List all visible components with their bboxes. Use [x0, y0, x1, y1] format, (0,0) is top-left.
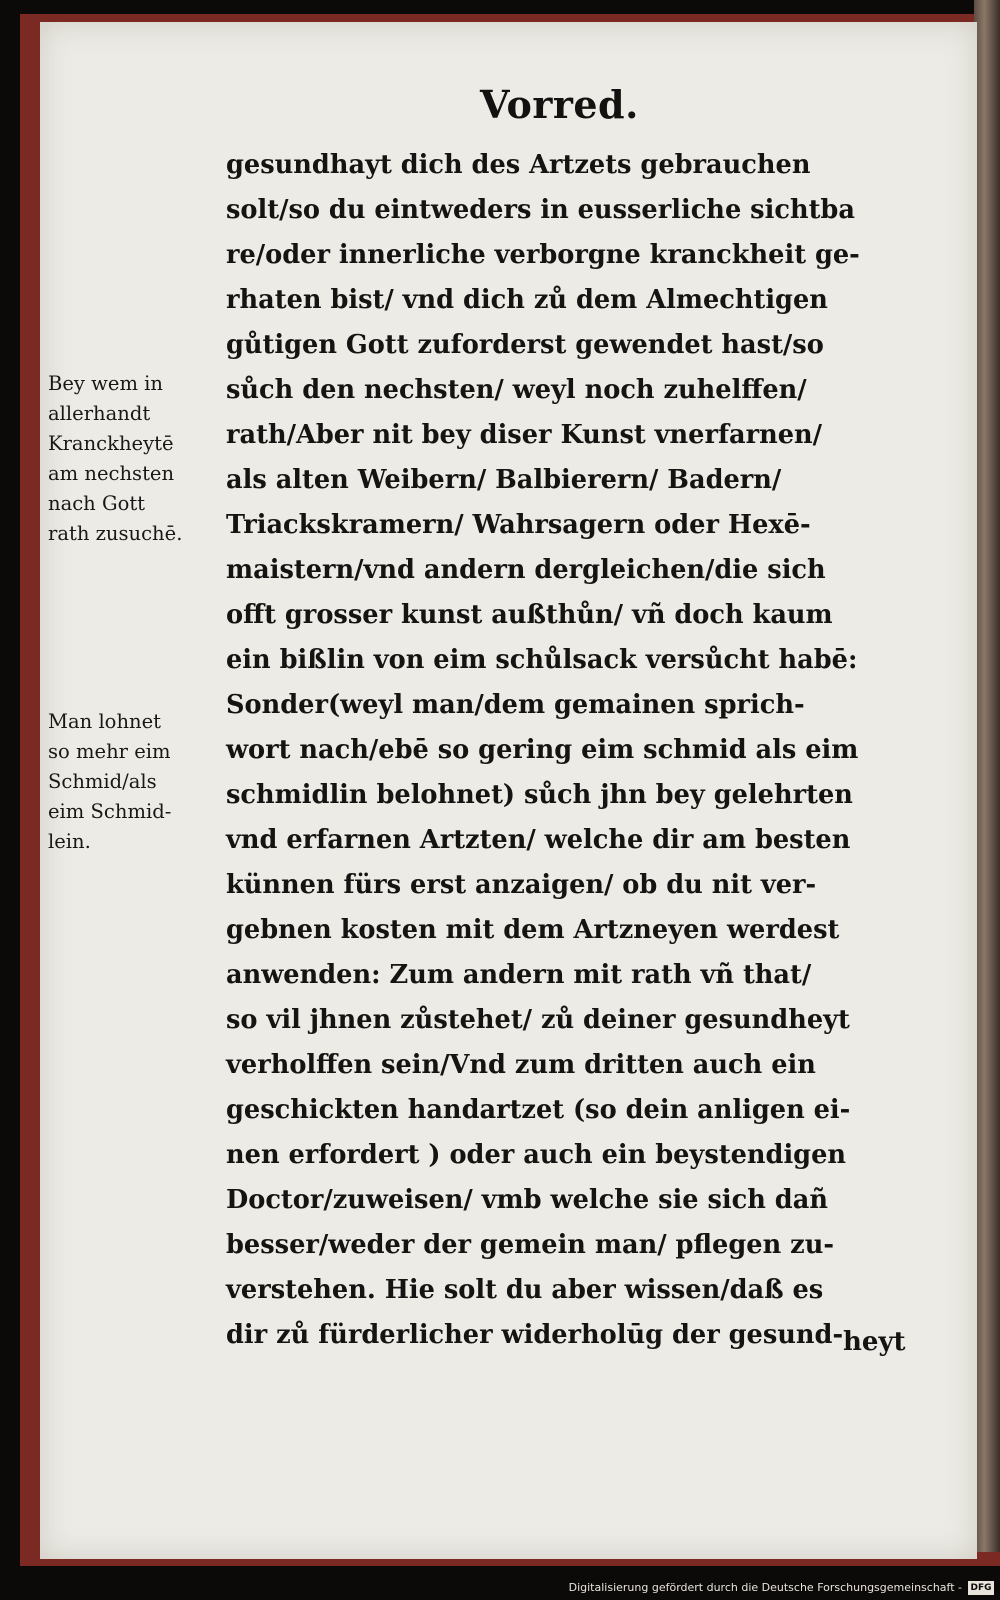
text-line: gebnen kosten mit dem Artzneyen werdest — [226, 915, 840, 945]
catchword: heyt — [843, 1327, 906, 1357]
text-line: als alten Weibern/ Balbierern/ Badern/ — [226, 465, 782, 495]
marginal-line: lein. — [48, 829, 91, 853]
marginal-line: am nechsten — [48, 461, 175, 485]
text-line: verstehen. Hie solt du aber wissen/daß es — [226, 1275, 824, 1305]
marginal-line: Bey wem in — [48, 371, 164, 395]
marginal-line: rath zusuchē. — [48, 521, 183, 545]
text-line: vnd erfarnen Artzten/ welche dir am besten — [226, 825, 851, 855]
text-line: gůtigen Gott zuforderst gewendet hast/so — [226, 330, 824, 360]
text-line: sůch den nechsten/ weyl noch zuhelffen/ — [226, 375, 807, 405]
text-line: so vil jhnen zůstehet/ zů deiner gesundheyt — [226, 1005, 850, 1035]
marginal-line: Kranckheytē — [48, 431, 174, 455]
marginal-note-smith — [48, 706, 220, 856]
text-line: ein bißlin von eim schůlsack versůcht habē: — [226, 645, 858, 675]
marginal-line: Schmid/als — [48, 769, 157, 793]
text-line: rath/Aber nit bey diser Kunst vnerfarnen/ — [226, 420, 823, 450]
text-line: schmidlin belohnet) sůch jhn bey gelehrten — [226, 780, 853, 810]
text-line: dir zů fürderlicher widerholūg der gesund- — [226, 1320, 844, 1350]
text-line: Sonder(weyl man/dem gemainen sprich- — [226, 690, 805, 720]
text-line: Doctor/zuweisen/ vmb welche sie sich dañ — [226, 1185, 828, 1215]
text-line: künnen fürs erst anzaigen/ ob du nit ver- — [226, 870, 817, 900]
text-line: anwenden: Zum andern mit rath vñ that/ — [226, 960, 812, 990]
text-line: offt grosser kunst außthůn/ vñ doch kaum — [226, 600, 833, 630]
main-text-block — [226, 143, 926, 1358]
dfg-logo: DFG — [968, 1581, 994, 1595]
text-line: Triackskramern/ Wahrsagern oder Hexē- — [226, 510, 811, 540]
marginal-note-advice — [48, 368, 220, 548]
marginal-line: Man lohnet — [48, 709, 162, 733]
text-line: verholffen sein/Vnd zum dritten auch ein — [226, 1050, 816, 1080]
text-line: maistern/vnd andern dergleichen/die sich — [226, 555, 826, 585]
marginal-line: nach Gott — [48, 491, 146, 515]
text-line: gesundhayt dich des Artzets gebrauchen — [226, 150, 811, 180]
text-line: rhaten bist/ vnd dich zů dem Almechtigen — [226, 285, 828, 315]
text-line: nen erfordert ) oder auch ein beystendigen — [226, 1140, 847, 1170]
running-head: Vorred. — [480, 82, 639, 127]
footer-credit-bar — [0, 1578, 1000, 1600]
text-line: besser/weder der gemein man/ pflegen zu- — [226, 1230, 834, 1260]
text-line: wort nach/ebē so gering eim schmid als eim — [226, 735, 859, 765]
stacked-page-edges — [974, 0, 1000, 1552]
text-line: re/oder innerliche verborgne kranckheit ge- — [226, 240, 860, 270]
marginal-line: allerhandt — [48, 401, 151, 425]
text-line: solt/so du eintweders in eusserliche sichtba — [226, 195, 855, 225]
marginal-line: eim Schmid- — [48, 799, 172, 823]
marginal-line: so mehr eim — [48, 739, 171, 763]
text-line: geschickten handartzet (so dein anligen ei- — [226, 1095, 851, 1125]
funding-credit: Digitalisierung gefördert durch die Deutsche Forschungsgemeinschaft - — [568, 1581, 962, 1594]
